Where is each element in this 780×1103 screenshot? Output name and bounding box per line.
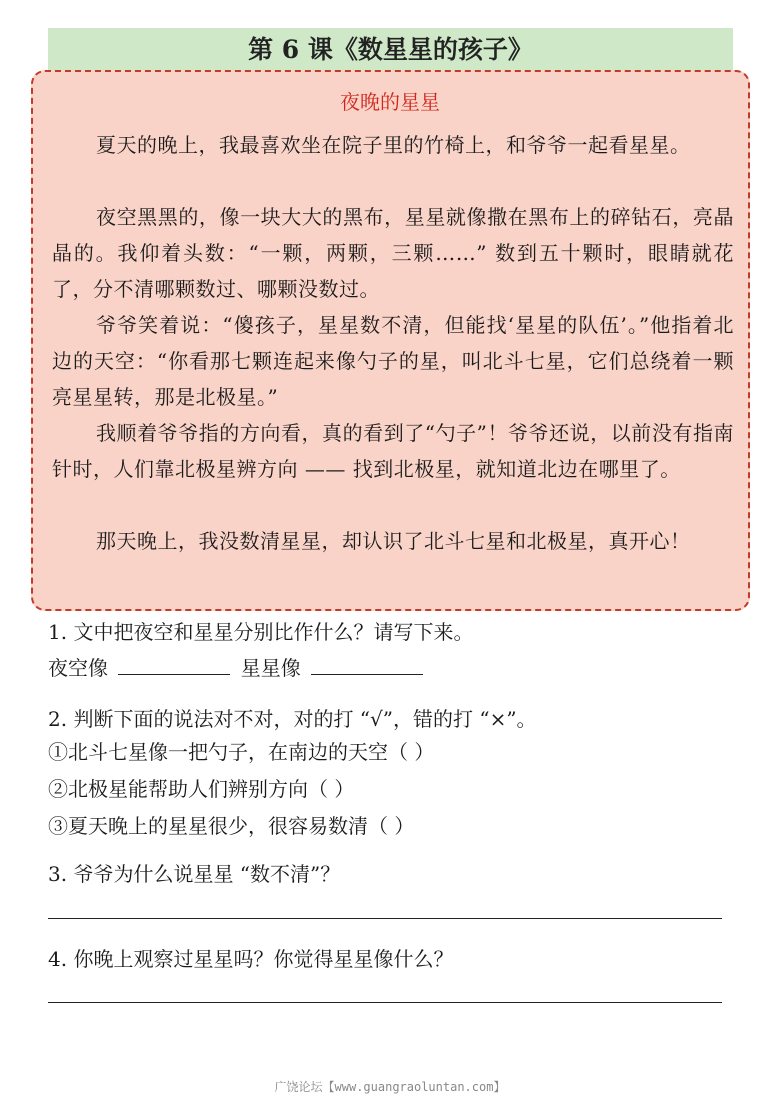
lesson-title: 第 6 课《数星星的孩子》 (48, 28, 733, 70)
answer-line-question-4[interactable] (48, 1002, 722, 1003)
question-1-label-stars: 星星像 (240, 656, 301, 680)
answer-blank-night-sky[interactable] (118, 654, 230, 675)
question-2-item-2[interactable]: ②北极星能帮助人们辨别方向（ ） (48, 777, 355, 801)
story-title: 夜晚的星星 (340, 90, 440, 114)
question-3: 3. 爷爷为什么说星星 “数不清”？ (48, 862, 341, 886)
story-paragraph-2: 夜空黑黑的，像一块大大的黑布，星星就像撒在黑布上的碎钻石，亮晶晶的。我仰着头数：“一颗，两颗，三颗……” 数到五十颗时，眼睛就花了，分不清哪颗数过、哪颗没数过。 (52, 205, 734, 301)
question-2: 2. 判断下面的说法对不对，对的打 “√”，错的打 “×”。 (48, 707, 537, 731)
answer-line-question-3[interactable] (48, 918, 722, 919)
question-4: 4. 你晚上观察过星星吗？你觉得星星像什么？ (48, 947, 454, 971)
story-paragraph-1: 夏天的晚上，我最喜欢坐在院子里的竹椅上，和爷爷一起看星星。 (96, 133, 691, 157)
question-1: 1. 文中把夜空和星星分别比作什么？请写下来。 (48, 620, 474, 644)
story-paragraph-4: 我顺着爷爷指的方向看，真的看到了“勺子”！爷爷还说，以前没有指南针时，人们靠北极星辨方向 —— 找到北极星，就知道北边在哪里了。 (52, 421, 734, 481)
footer-watermark: 广饶论坛【www.guangraoluntan.com】 (274, 1080, 506, 1094)
story-paragraph-5: 那天晚上，我没数清星星，却认识了北斗七星和北极星，真开心！ (96, 529, 691, 553)
question-2-item-1[interactable]: ①北斗七星像一把勺子，在南边的天空（ ） (48, 740, 435, 764)
answer-blank-stars[interactable] (311, 654, 423, 675)
story-paragraph-3: 爷爷笑着说：“傻孩子，星星数不清，但能找‘星星的队伍’。”他指着北边的天空：“你看那七颗连起来像勺子的星，叫北斗七星，它们总绕着一颗亮星星转，那是北极星。” (52, 313, 734, 409)
question-1-label-night-sky: 夜空像 (48, 656, 108, 680)
question-2-item-3[interactable]: ③夏天晚上的星星很少，很容易数清（ ） (48, 814, 415, 838)
question-1-answers (48, 653, 738, 683)
